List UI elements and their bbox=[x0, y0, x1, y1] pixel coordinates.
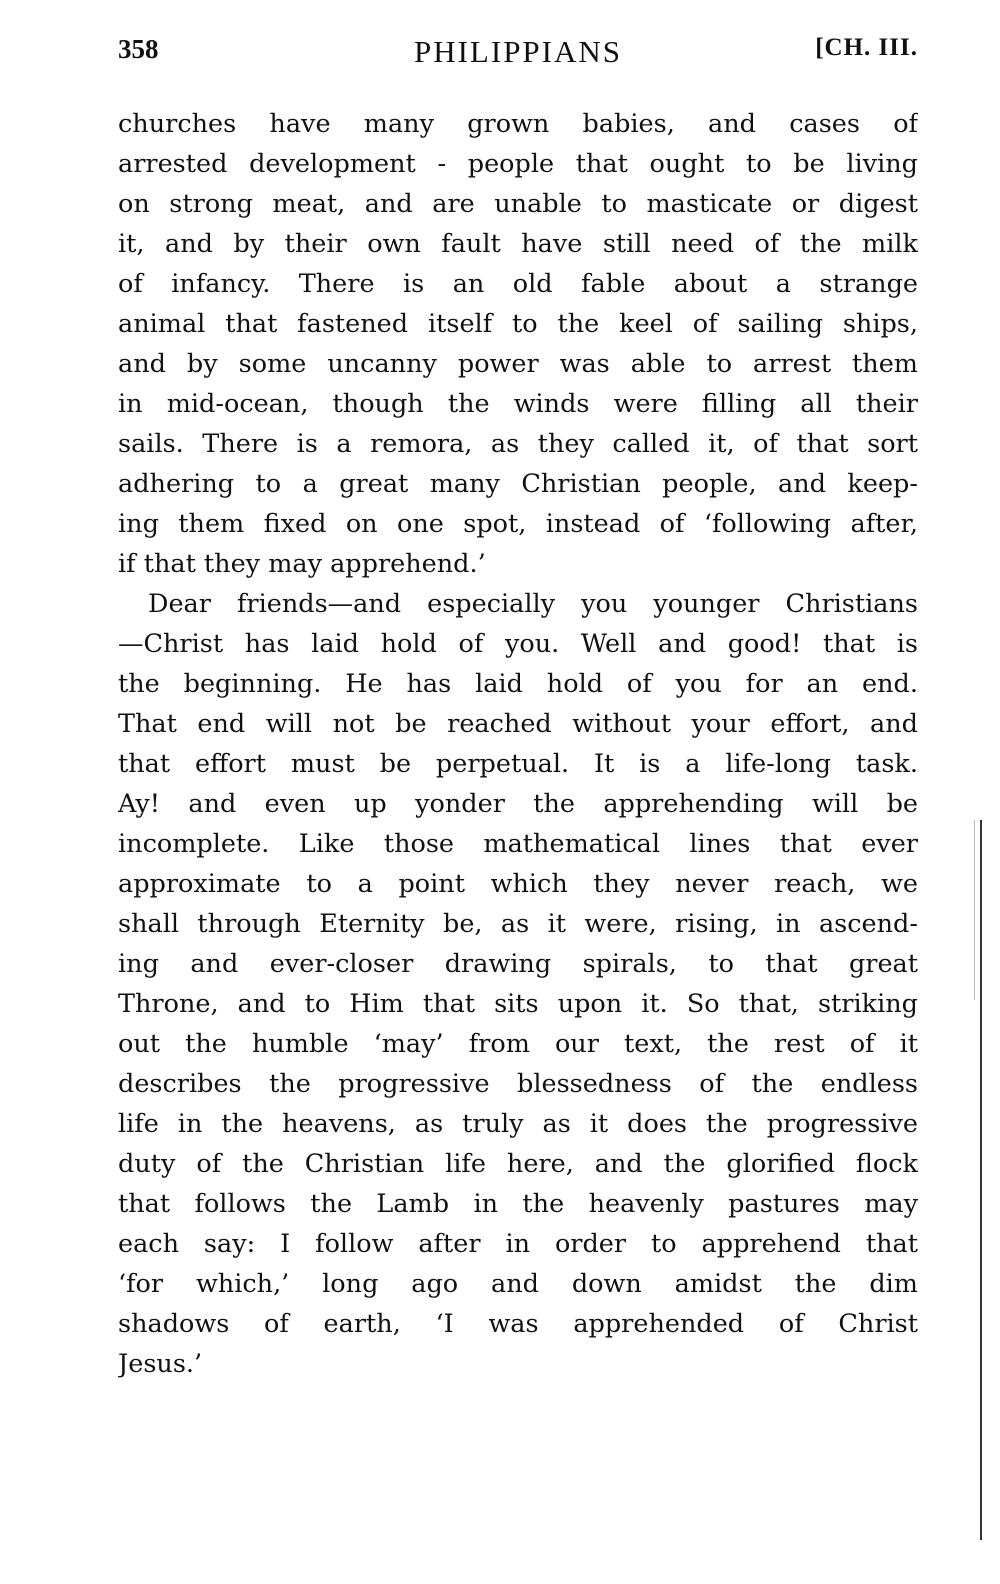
text-line: churches have many grown babies, and cases of bbox=[118, 109, 918, 139]
text-line: on strong meat, and are unable to masticate or digest bbox=[118, 189, 918, 219]
text-line: sails. There is a remora, as they called it, of that sort bbox=[118, 429, 918, 459]
text-line: Throne, and to Him that sits upon it. So that, striking bbox=[118, 989, 918, 1019]
text-line: duty of the Christian life here, and the glorified flock bbox=[118, 1149, 918, 1179]
paragraph bbox=[118, 584, 918, 1384]
text-line: ing them fixed on one spot, instead of ‘following after, bbox=[118, 509, 918, 539]
text-line: approximate to a point which they never reach, we bbox=[118, 869, 918, 899]
text-line: ‘for which,’ long ago and down amidst the dim bbox=[118, 1269, 918, 1299]
text-line: shall through Eternity be, as it were, rising, in ascend- bbox=[118, 909, 918, 939]
text-line: shadows of earth, ‘I was apprehended of Christ bbox=[118, 1309, 918, 1339]
text-line: of infancy. There is an old fable about a strange bbox=[118, 269, 918, 299]
text-line: that follows the Lamb in the heavenly pastures may bbox=[118, 1189, 918, 1219]
page-number: 358 bbox=[118, 34, 159, 64]
body-text bbox=[118, 104, 918, 1384]
running-title: PHILIPPIANS bbox=[413, 34, 623, 69]
text-line: That end will not be reached without your effort, and bbox=[118, 709, 918, 739]
text-line: describes the progressive blessedness of the endless bbox=[118, 1069, 918, 1099]
text-line: incomplete. Like those mathematical lines that ever bbox=[118, 829, 918, 859]
paragraph bbox=[118, 104, 918, 584]
text-line: it, and by their own fault have still need of the milk bbox=[118, 229, 918, 259]
binding-edge-line bbox=[980, 820, 982, 1540]
text-line: if that they may apprehend.’ bbox=[118, 549, 486, 579]
text-line: adhering to a great many Christian people, and keep- bbox=[118, 469, 918, 499]
text-line: Ay! and even up yonder the apprehending will be bbox=[118, 789, 918, 819]
text-line: —Christ has laid hold of you. Well and good! that is bbox=[118, 629, 918, 659]
text-line: life in the heavens, as truly as it does the progressive bbox=[118, 1109, 918, 1139]
text-line: animal that fastened itself to the keel of sailing ships, bbox=[118, 309, 918, 339]
text-line: each say: I follow after in order to apprehend that bbox=[118, 1229, 918, 1259]
text-line: and by some uncanny power was able to arrest them bbox=[118, 349, 918, 379]
text-line: the beginning. He has laid hold of you for an end. bbox=[118, 669, 918, 699]
text-line: Dear friends—and especially you younger Christians bbox=[148, 589, 918, 619]
chapter-reference: [CH. III. bbox=[815, 34, 918, 61]
text-line: ing and ever-closer drawing spirals, to that great bbox=[118, 949, 918, 979]
text-line: in mid-ocean, though the winds were filling all their bbox=[118, 389, 918, 419]
text-line: that effort must be perpetual. It is a life-long task. bbox=[118, 749, 918, 779]
text-line: Jesus.’ bbox=[118, 1349, 203, 1379]
gutter-shadow-line bbox=[974, 820, 975, 1000]
text-line: arrested development - people that ought to be living bbox=[118, 149, 918, 179]
running-head bbox=[118, 34, 918, 74]
text-line: out the humble ‘may’ from our text, the rest of it bbox=[118, 1029, 918, 1059]
